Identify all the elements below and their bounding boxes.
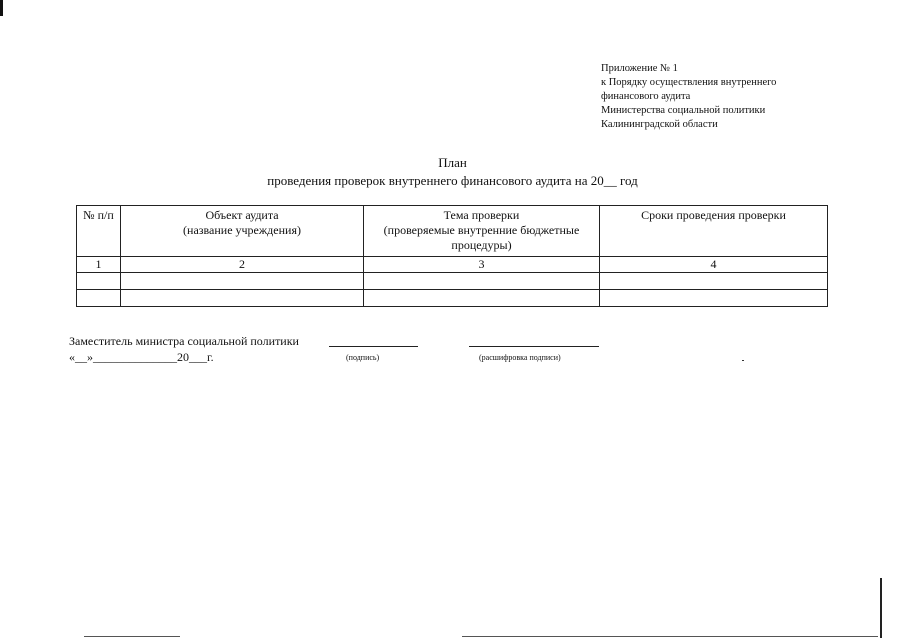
table-cell[interactable] [77,290,121,307]
scan-mark [880,578,882,638]
document-subtitle: проведения проверок внутреннего финансового аудита на 20__ год [267,173,638,188]
table-row [77,273,828,290]
header-audit-topic: Тема проверки (проверяемые внутренние бюджетные процедуры) [364,206,600,257]
annex-line: финансового аудита [601,91,691,102]
signatory-position: Заместитель министра социальной политики [69,334,299,348]
table-header-row [77,206,828,257]
table-row [77,290,828,307]
page-edge-line [84,636,180,637]
annex-line: к Порядку осуществления внутреннего [601,77,777,88]
column-number-cell: 1 [77,257,121,273]
decoding-caption: (расшифровка подписи) [479,353,561,362]
signature-date: «__»______________20___г. [69,350,214,364]
table-row [77,257,828,273]
table-cell[interactable] [121,273,364,290]
column-number-cell: 3 [364,257,600,273]
signature-decoding-line[interactable] [469,346,599,347]
audit-plan-table [76,205,828,307]
scan-dot [742,360,744,361]
table-cell[interactable] [77,273,121,290]
annex-line: Приложение № 1 [601,63,678,74]
annex-line: Министерства социальной политики [601,105,766,116]
table-cell[interactable] [121,290,364,307]
header-audit-object: Объект аудита (название учреждения) [121,206,364,257]
annex-line: Калининградской области [601,119,718,130]
annex-block [601,62,776,132]
table-cell[interactable] [600,273,828,290]
signature-line[interactable] [329,346,418,347]
column-number-cell: 2 [121,257,364,273]
header-number: № п/п [77,206,121,257]
header-audit-terms: Сроки проведения проверки [600,206,828,257]
table-cell[interactable] [364,273,600,290]
table-cell[interactable] [364,290,600,307]
table-cell[interactable] [600,290,828,307]
page-edge-line [462,636,878,637]
column-number-cell: 4 [600,257,828,273]
signature-caption: (подпись) [346,353,380,362]
scan-mark [0,0,3,16]
document-title: План [438,155,467,170]
